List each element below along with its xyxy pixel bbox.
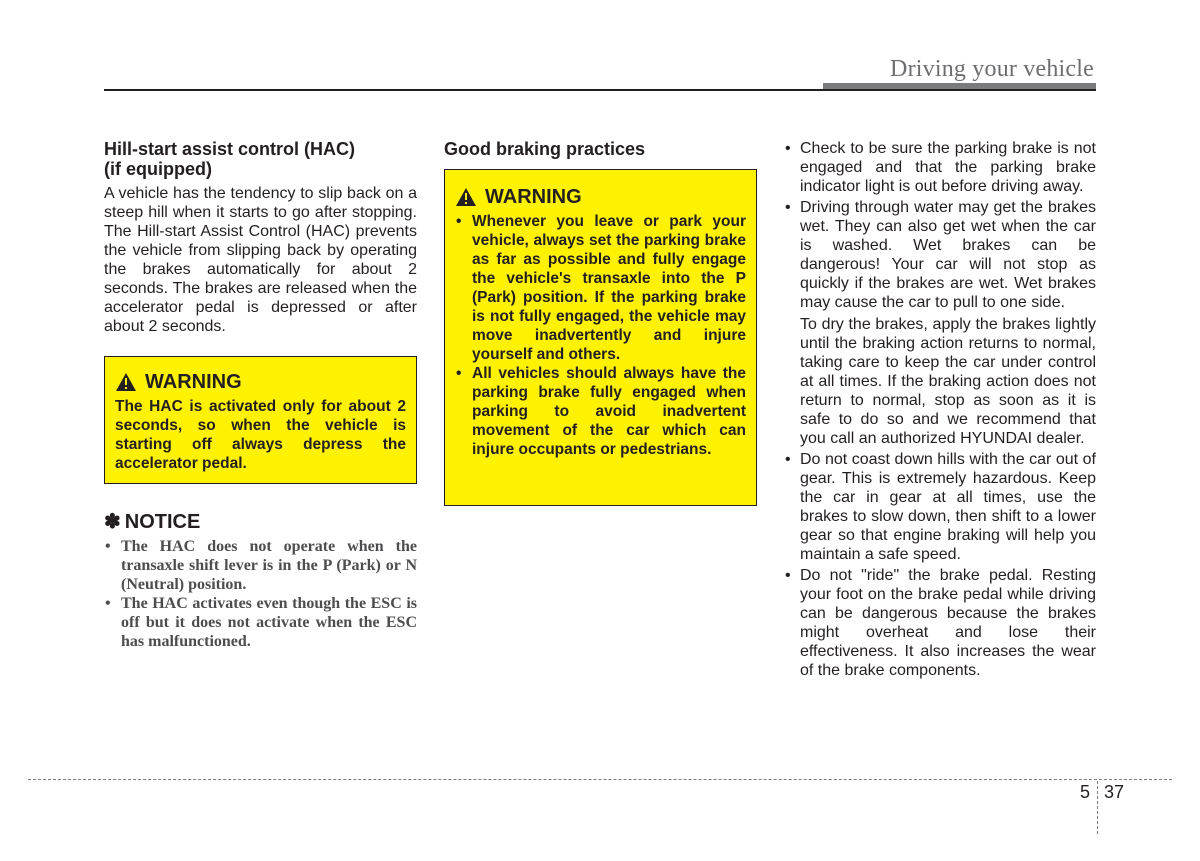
section-heading-hac (104, 139, 417, 179)
list-item (784, 450, 1096, 564)
section-heading-braking: Good braking practices (444, 139, 646, 159)
notice-item: • The HAC does not operate when the transaxle shift lever is in the P (Park) or N (Neutral) position. (104, 537, 417, 594)
list-item (784, 198, 1096, 448)
notice-header (104, 511, 417, 533)
header-rule (104, 89, 1096, 91)
hac-paragraph: A vehicle has the tendency to slip back on a steep hill when it starts to go after stopping. The Hill-start Assist Control (HAC) prevents the vehicle from slipping back by operating the brakes automatically for about 2 seconds. The brakes are released when the accelerator pedal is depressed or after about 2 seconds. (104, 185, 417, 335)
heading-hac-line2: (if equipped) (104, 159, 212, 179)
warning-header (455, 186, 746, 208)
page-number-divider (1097, 781, 1098, 834)
notice-star-icon: ✽ (104, 511, 121, 533)
tip-text: Do not "ride" the brake pedal. Resting your foot on the brake pedal while driving can be dangerous because the brakes might overheat and lose their effectiveness. It also increases the wear of the brake components. (800, 567, 1096, 679)
tip-text: Driving through water may get the brakes wet. They can also get wet when the car is washed. Wet brakes can be dangerous! Your car will not stop as quickly if the brakes are wet. Wet brakes may cause the car to pull to one side. (800, 199, 1096, 311)
page-header-title: Driving your vehicle (890, 56, 1094, 82)
warning-item: • All vehicles should always have the parking brake fully engaged when parking to avoid inadvertent movement of the car which can injure occupants or pedestrians. (455, 364, 746, 459)
tip-text: Check to be sure the parking brake is not engaged and that the parking brake indicator light is out before driving away. (800, 140, 1096, 195)
warning-box-hac (104, 356, 417, 484)
warning-title: WARNING (485, 186, 582, 208)
warning-item: • Whenever you leave or park your vehicle, always set the parking brake as far as possible and fully engage the vehicle's transaxle into the P (Park) position. If the parking brake is not fully engaged, the vehicle may move inadvertently and injure yourself and others. (455, 212, 746, 364)
tip-text: Do not coast down hills with the car out of gear. This is extremely hazardous. Keep the car in gear at all times, use the brakes to slow down, then shift to a lower gear so that engine braking will help you maintain a safe speed. (800, 451, 1096, 563)
footer-divider (28, 779, 1172, 780)
column-left (104, 139, 417, 651)
warning-list (455, 212, 746, 459)
warning-header (115, 371, 406, 393)
warning-title: WARNING (145, 371, 242, 393)
notice-title: NOTICE (124, 511, 201, 533)
column-right (784, 139, 1096, 682)
tip-subparagraph: To dry the brakes, apply the brakes lightly until the braking action returns to normal, taking care to keep the car under control at all times. If the braking action does not return to normal, stop as soon as it is safe to do so and we recommend that you call an authorized HYUNDAI dealer. (800, 316, 1096, 447)
page-number: 37 (1104, 782, 1125, 802)
warning-text-hac: The HAC is activated only for about 2 seconds, so when the vehicle is starting off always depress the accelerator pedal. (115, 398, 406, 472)
list-item (784, 566, 1096, 680)
heading-hac-line1: Hill-start assist control (HAC) (104, 139, 356, 159)
notice-list (104, 537, 417, 651)
column-middle (444, 139, 757, 506)
list-item (784, 139, 1096, 196)
warning-box-parking (444, 169, 757, 506)
warning-triangle-icon (455, 187, 477, 207)
warning-triangle-icon (115, 372, 137, 392)
braking-tips-list (784, 139, 1096, 680)
section-number: 5 (1080, 782, 1091, 802)
notice-item: • The HAC activates even though the ESC is off but it does not activate when the ESC has malfunctioned. (104, 594, 417, 651)
